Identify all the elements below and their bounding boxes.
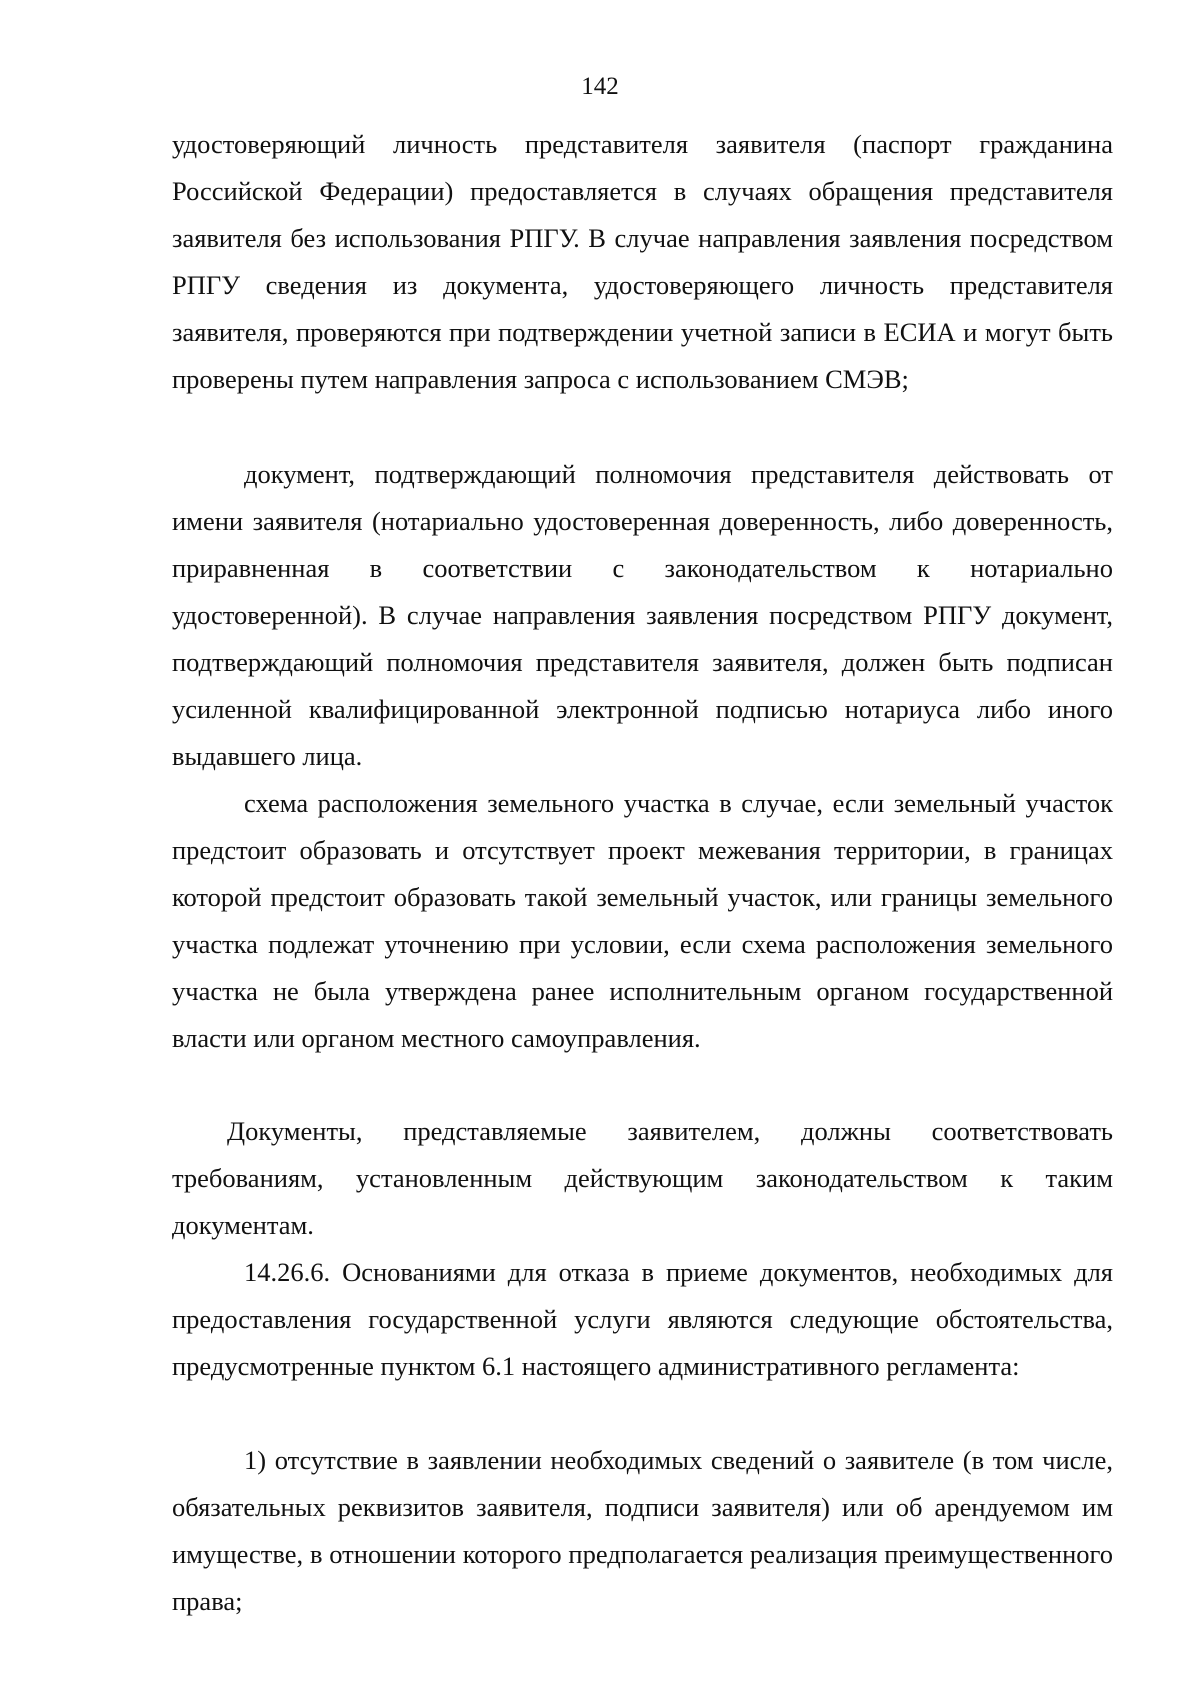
- list-item-refusal-reason-1: [172, 1437, 1113, 1625]
- paragraph-refusal-grounds: [172, 1249, 1113, 1390]
- paragraph-text: удостоверяющий личность представителя заявителя (паспорт гражданина Российской Федерации) предоставляется в случаях обращения представителя заявителя без использования РПГУ. В случае направления заявления посредством РПГУ сведения из документа, удостоверяющего личность представителя заявителя, проверяются при подтверждении учетной записи в ЕСИА и могут быть проверены путем направления запроса с использованием СМЭВ;: [172, 129, 1113, 394]
- paragraph-document-requirements: [172, 1108, 1113, 1249]
- paragraph-power-of-attorney: [172, 451, 1113, 780]
- paragraph-land-plot-scheme: [172, 780, 1113, 1062]
- paragraph-text: документ, подтверждающий полномочия представителя действовать от имени заявителя (нотариально удостоверенная доверенность, либо доверенность, приравненная в соответствии с законодательством к нотариально удостоверенной). В случае направления заявления посредством РПГУ документ, подтверждающий полномочия представителя заявителя, должен быть подписан усиленной квалифицированной электронной подписью нотариуса либо иного выдавшего лица.: [172, 459, 1113, 771]
- page-number: 142: [581, 73, 619, 100]
- paragraph-text: схема расположения земельного участка в случае, если земельный участок предстоит образовать и отсутствует проект межевания территории, в границах которой предстоит образовать такой земельный участок, или границы земельного участка подлежат уточнению при условии, если схема расположения земельного участка не была утверждена ранее исполнительным органом государственной власти или органом местного самоуправления.: [172, 788, 1113, 1053]
- paragraph-identity-document: [172, 121, 1113, 403]
- paragraph-text: 1) отсутствие в заявлении необходимых сведений о заявителе (в том числе, обязательных реквизитов заявителя, подписи заявителя) или об арендуемом им имуществе, в отношении которого предполагается реализация преимущественного права;: [172, 1445, 1113, 1616]
- paragraph-text: Документы, представляемые заявителем, должны соответствовать требованиям, установленным действующим законодательством к таким документам.: [172, 1116, 1113, 1240]
- paragraph-text: 14.26.6. Основаниями для отказа в приеме документов, необходимых для предоставления государственной услуги являются следующие обстоятельства, предусмотренные пунктом 6.1 настоящего административного регламента:: [172, 1257, 1113, 1381]
